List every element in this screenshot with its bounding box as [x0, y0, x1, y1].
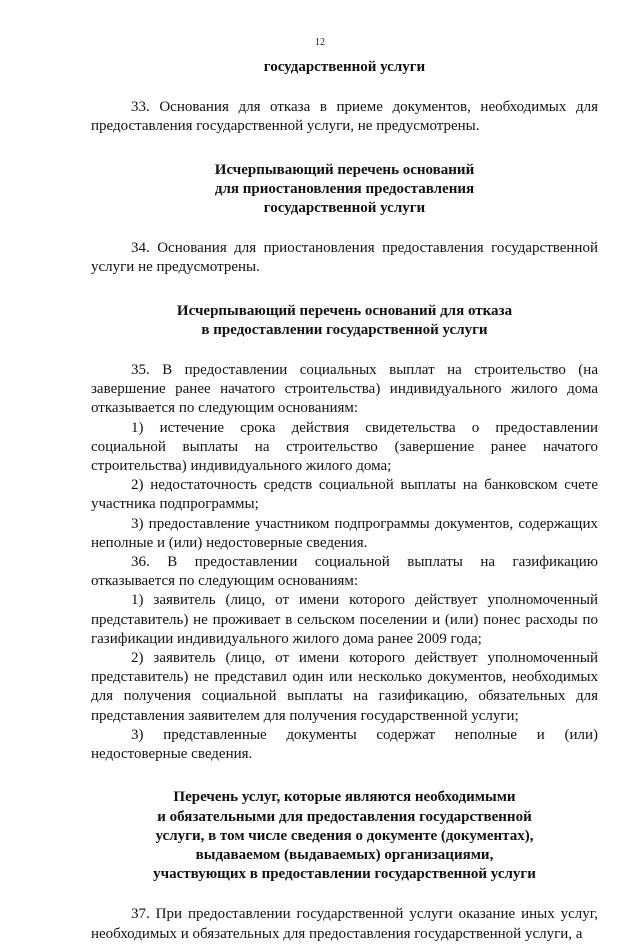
- heading-line: в предоставлении государственной услуги: [201, 321, 488, 338]
- document-body: [91, 58, 598, 944]
- paragraph-33: 33. Основания для отказа в приеме документов, необходимых для предоставления государственной услуги, не предусмотрены.: [91, 99, 598, 135]
- heading-line: государственной услуги: [263, 200, 426, 217]
- heading-line: и обязательными для предоставления государственной: [157, 808, 532, 825]
- paragraph-36: 36. В предоставлении социальной выплаты на газификацию отказывается по следующим основаниям:: [91, 554, 598, 590]
- paragraph-35-item-1: 1) истечение срока действия свидетельства о предоставлении социальной выплаты на строительство (завершение ранее начатого строительства) индивидуального жилого дома;: [91, 419, 598, 475]
- section-heading-refusal: [91, 302, 598, 340]
- paragraph-36-item-2: 2) заявитель (лицо, от имени которого действует уполномоченный представитель) не представил один или несколько документов, необходимых для получения социальной выплаты на газификацию, обязательных для представления заявителем для получения государственной услуги;: [91, 650, 598, 724]
- section-heading-suspension: [91, 161, 598, 219]
- heading-line: для приостановления предоставления: [214, 180, 475, 197]
- paragraph-36-item-1: 1) заявитель (лицо, от имени которого действует уполномоченный представитель) не проживает в сельском поселении и (или) понес расходы по газификации индивидуального жилого дома ранее 2009 года;: [91, 592, 598, 647]
- heading-line: Исчерпывающий перечень оснований для отказа: [176, 302, 513, 319]
- paragraph-34: 34. Основания для приостановления предоставления государственной услуги не предусмотрены.: [91, 240, 598, 276]
- heading-line: государственной услуги: [263, 59, 426, 75]
- section-heading-continued: [91, 58, 598, 77]
- page-number: 12: [315, 37, 325, 48]
- heading-line: Перечень услуг, которые являются необходимыми: [173, 789, 516, 806]
- paragraph-37: 37. При предоставлении государственной услуги оказание иных услуг, необходимых и обязательных для предоставления государственной услуги, а: [91, 906, 598, 942]
- paragraph-35-item-2: 2) недостаточность средств социальной выплаты на банковском счете участника подпрограммы;: [91, 477, 598, 513]
- heading-line: Исчерпывающий перечень оснований: [214, 161, 475, 178]
- heading-line: выдаваемом (выдаваемых) организациями,: [195, 846, 494, 863]
- paragraph-36-item-3: 3) представленные документы содержат неполные и (или) недостоверные сведения.: [91, 726, 598, 763]
- paragraph-35: 35. В предоставлении социальных выплат на строительство (на завершение ранее начатого строительства) индивидуального жилого дома отказывается по следующим основаниям:: [91, 362, 598, 417]
- heading-line: участвующих в предоставлении государственной услуги: [153, 866, 536, 883]
- paragraph-35-item-3: 3) предоставление участником подпрограммы документов, содержащих неполные и (или) недостоверные сведения.: [91, 515, 598, 551]
- heading-line: услуги, в том числе сведения о документе (документах),: [155, 827, 534, 844]
- section-heading-required-services: [91, 788, 598, 884]
